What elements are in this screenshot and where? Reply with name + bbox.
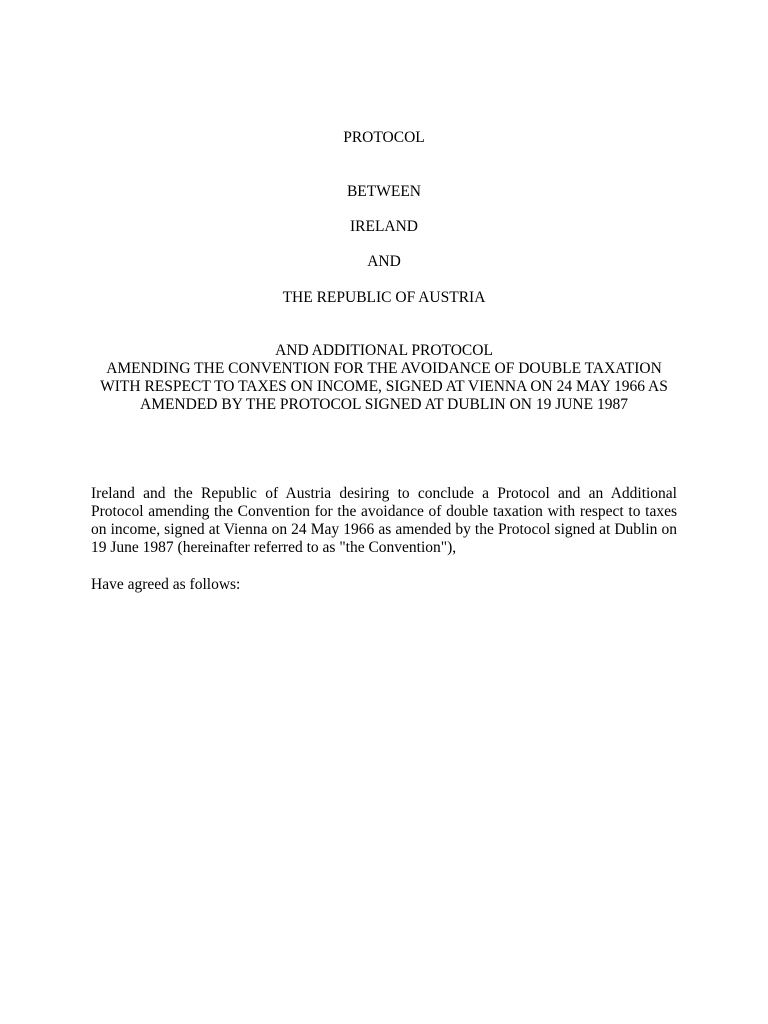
document-title: PROTOCOL — [343, 129, 425, 146]
and-label: AND — [367, 253, 401, 270]
preamble-paragraph — [91, 485, 677, 557]
subtitle-line: WITH RESPECT TO TAXES ON INCOME, SIGNED AT VIENNA ON 24 MAY 1966 AS — [100, 378, 668, 395]
subtitle-line: AMENDED BY THE PROTOCOL SIGNED AT DUBLIN ON 19 JUNE 1987 — [140, 396, 628, 413]
preamble-line: Protocol amending the Convention for the avoidance of double taxation with respect to taxes — [91, 503, 677, 520]
preamble-line: 19 June 1987 (hereinafter referred to as "the Convention"), — [91, 539, 457, 556]
agreement-statement: Have agreed as follows: — [91, 576, 241, 593]
party-ireland: IRELAND — [349, 218, 419, 235]
between-label: BETWEEN — [346, 183, 422, 200]
preamble-line: Ireland and the Republic of Austria desiring to conclude a Protocol and an Additional — [91, 485, 677, 502]
party-austria: THE REPUBLIC OF AUSTRIA — [282, 289, 486, 306]
subtitle-line: AND ADDITIONAL PROTOCOL — [275, 342, 493, 359]
document-subtitle — [0, 342, 768, 414]
preamble-line: on income, signed at Vienna on 24 May 1966 as amended by the Protocol signed at Dublin on — [91, 521, 677, 538]
subtitle-line: AMENDING THE CONVENTION FOR THE AVOIDANCE OF DOUBLE TAXATION — [106, 360, 662, 377]
